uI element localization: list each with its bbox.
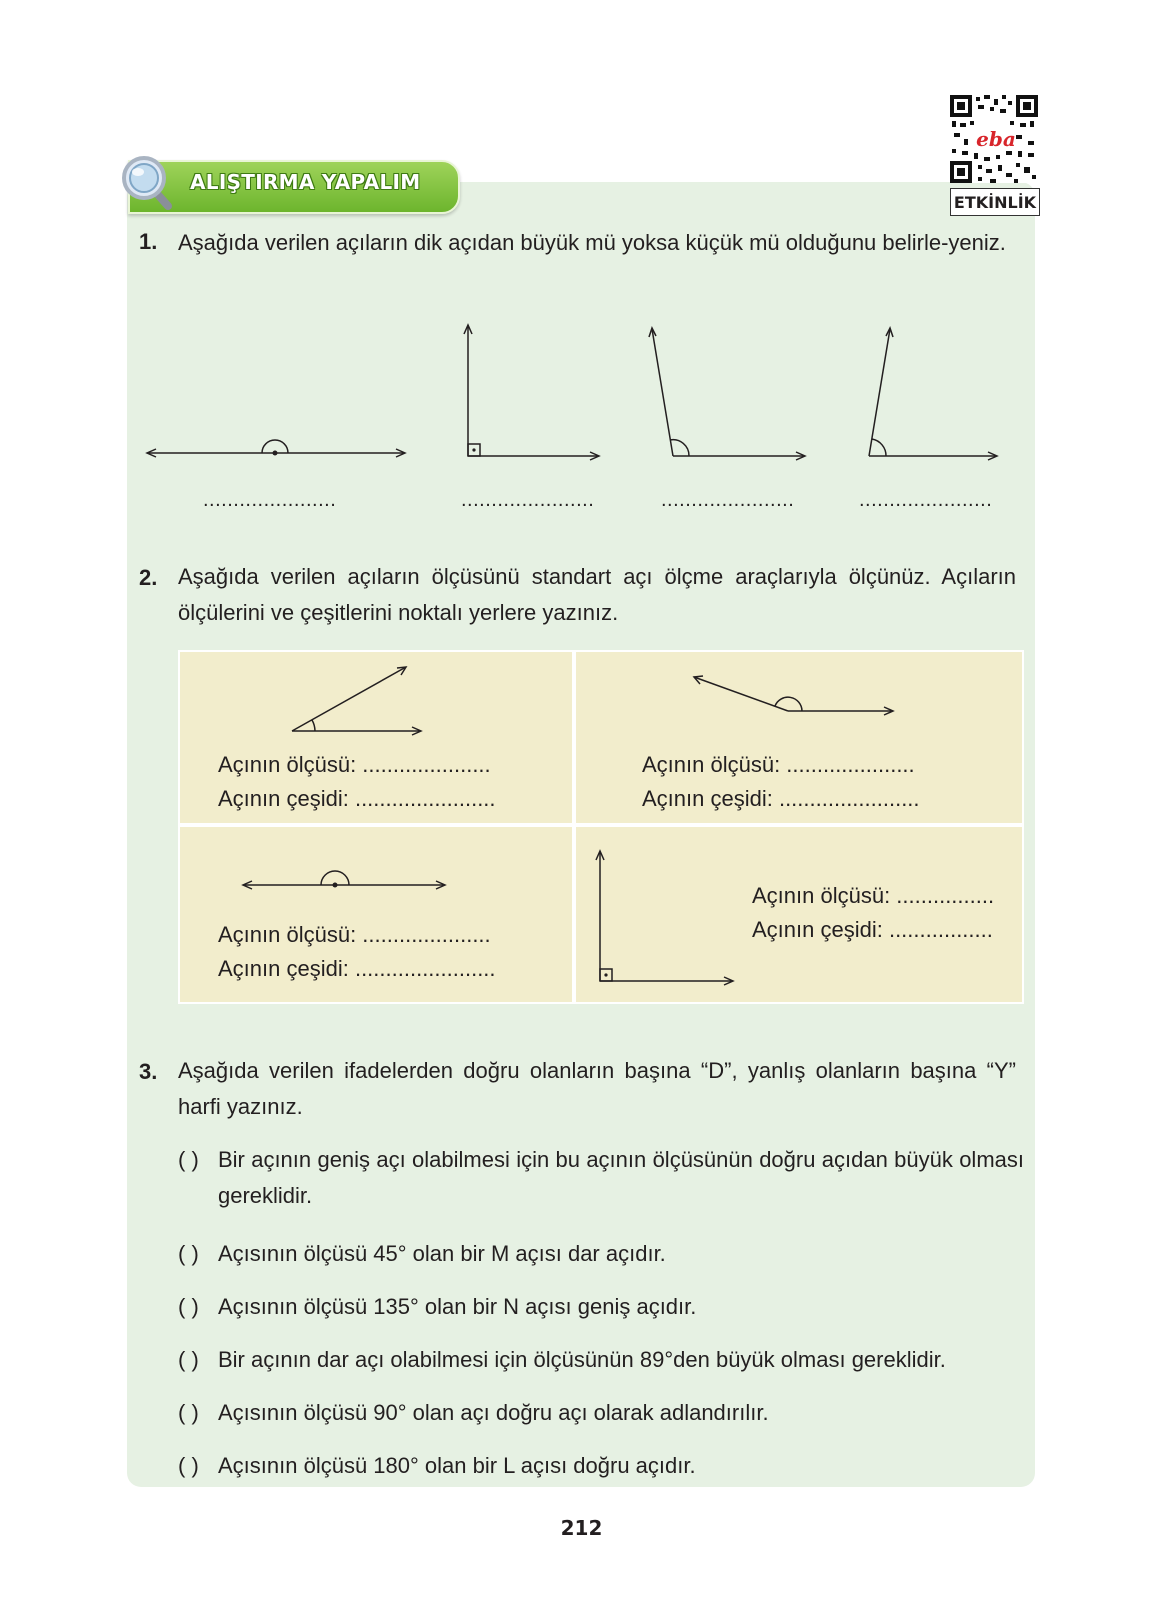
statement-1-text: Bir açının geniş açı olabilmesi için bu açının ölçüsünün doğru açıdan büyük olması gereklidir. (218, 1147, 1024, 1208)
statement-3 (178, 1289, 1024, 1325)
table-cell-4 (576, 827, 1022, 1002)
cell-1-measure[interactable]: Açının ölçüsü: ..................... (218, 752, 491, 777)
q1-answer-blank-4[interactable]: ...................... (859, 489, 993, 511)
question-3-number: 3. (139, 1059, 158, 1084)
answer-blank-3[interactable]: ( ) (178, 1294, 199, 1319)
table-cell-1 (180, 652, 572, 823)
banner-title: ALIŞTIRMA YAPALIM (190, 170, 421, 194)
cell-4-type[interactable]: Açının çeşidi: ................. (752, 917, 993, 942)
question-2-number: 2. (139, 565, 158, 590)
q1-answer-blank-1[interactable]: ...................... (203, 489, 337, 511)
page-number: 212 (560, 1516, 603, 1540)
cell-1-type[interactable]: Açının çeşidi: ....................... (218, 786, 496, 811)
statement-5 (178, 1395, 1024, 1431)
statement-1 (178, 1142, 1024, 1214)
answer-blank-4[interactable]: ( ) (178, 1347, 199, 1372)
statement-5-text: Açısının ölçüsü 90° olan açı doğru açı olarak adlandırılır. (218, 1400, 769, 1425)
question-1-number: 1. (139, 229, 158, 254)
answer-blank-6[interactable]: ( ) (178, 1453, 199, 1478)
table-cell-3 (180, 827, 572, 1002)
statement-2-text: Açısının ölçüsü 45° olan bir M açısı dar açıdır. (218, 1241, 666, 1266)
statement-4-text: Bir açının dar açı olabilmesi için ölçüsünün 89°den büyük olması gereklidir. (218, 1347, 946, 1372)
question-3-text: Aşağıda verilen ifadelerden doğru olanların başına “D”, yanlış olanların başına “Y” harfi yazınız. (178, 1058, 1016, 1119)
q1-answer-blank-3[interactable]: ...................... (661, 489, 795, 511)
statement-6-text: Açısının ölçüsü 180° olan bir L açısı doğru açıdır. (218, 1453, 696, 1478)
statement-2 (178, 1236, 1024, 1272)
cell-3-measure[interactable]: Açının ölçüsü: ..................... (218, 922, 491, 947)
question-2-text: Aşağıda verilen açıların ölçüsünü standart açı ölçme araçlarıyla ölçünüz. Açıların ölçülerini ve çeşitlerini noktalı yerlere yazınız. (178, 564, 1016, 625)
statement-3-text: Açısının ölçüsü 135° olan bir N açısı geniş açıdır. (218, 1294, 697, 1319)
angle-table (178, 650, 1024, 1004)
answer-blank-2[interactable]: ( ) (178, 1241, 199, 1266)
cell-2-measure[interactable]: Açının ölçüsü: ..................... (642, 752, 915, 777)
cell-2-type[interactable]: Açının çeşidi: ....................... (642, 786, 920, 811)
answer-blank-1[interactable]: ( ) (178, 1147, 199, 1172)
statement-6 (178, 1448, 1024, 1484)
question-1-text: Aşağıda verilen açıların dik açıdan büyük mü yoksa küçük mü olduğunu belirle-yeniz. (178, 230, 1006, 255)
table-cell-2 (576, 652, 1022, 823)
activity-label[interactable]: ETKİNLİK (950, 188, 1040, 216)
statement-4 (178, 1342, 1024, 1378)
cell-3-type[interactable]: Açının çeşidi: ....................... (218, 956, 496, 981)
answer-blank-5[interactable]: ( ) (178, 1400, 199, 1425)
qr-logo-text: eba (976, 127, 1016, 151)
q1-answer-blank-2[interactable]: ...................... (461, 489, 595, 511)
cell-4-measure[interactable]: Açının ölçüsü: ................ (752, 883, 995, 908)
